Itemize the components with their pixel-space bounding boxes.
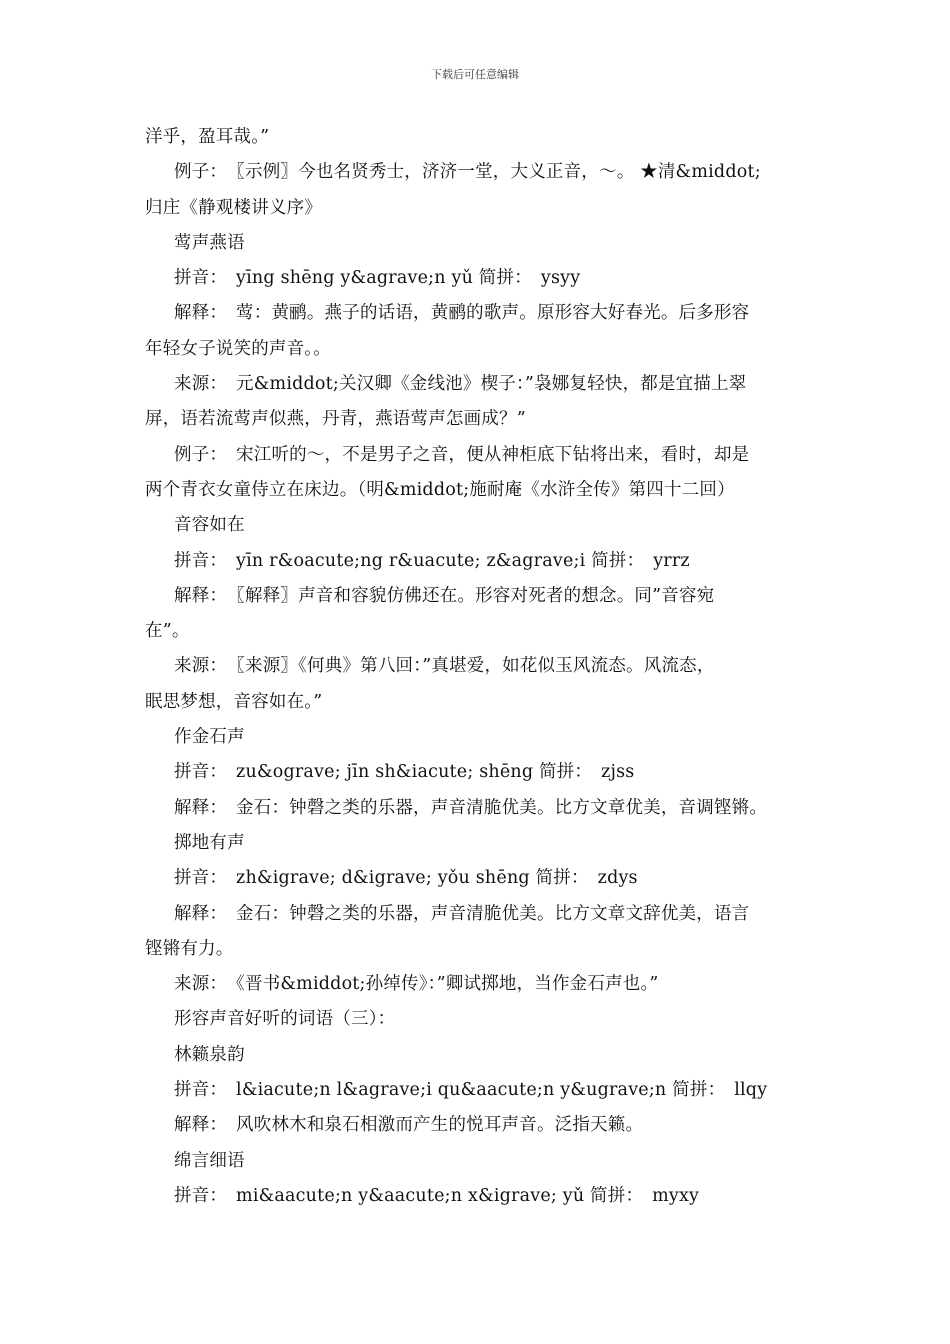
pinyin-line: 拼音： zh&igrave; d&igrave; yǒu shēng 简拼： zdys bbox=[174, 868, 638, 889]
entry-title: 掷地有声 bbox=[174, 832, 245, 853]
text-line: 来源： 元&middot;关汉卿《金线池》楔子：”袅娜复轻快，都是宜描上翠 bbox=[174, 374, 747, 395]
text-line: 归庄《静观楼讲义序》 bbox=[145, 197, 322, 218]
entry-title: 莺声燕语 bbox=[174, 232, 245, 253]
page-header: 下载后可任意编辑 bbox=[431, 68, 519, 81]
pinyin-line: 拼音： l&iacute;n l&agrave;i qu&aacute;n y&ugrave;n 简拼： llqy bbox=[174, 1080, 768, 1101]
text-line: 两个青衣女童侍立在床边。（明&middot;施耐庵《水浒全传》第四十二回） bbox=[145, 479, 735, 500]
text-line: 铿锵有力。 bbox=[145, 938, 234, 959]
text-line: 例子： 〖示例〗今也名贤秀士，济济一堂，大义正音，～。 ★清&middot; bbox=[174, 162, 761, 183]
pinyin-line: 拼音： yīng shēng y&agrave;n yǔ 简拼： ysyy bbox=[174, 268, 581, 289]
text-line: 解释： 〖解释〗声音和容貌仿佛还在。形容对死者的想念。同”音容宛 bbox=[174, 585, 715, 606]
text-line: 年轻女子说笑的声音。。 bbox=[145, 338, 331, 359]
entry-title: 作金石声 bbox=[174, 727, 245, 748]
text-line: 眠思梦想，音容如在。” bbox=[145, 691, 323, 712]
text-line: 例子： 宋江听的～，不是男子之音，便从神柜底下钻将出来，看时，却是 bbox=[174, 444, 750, 465]
text-line: 洋乎，盈耳哉。” bbox=[145, 127, 270, 147]
text-line: 解释： 莺：黄鹂。燕子的话语，黄鹂的歌声。原形容大好春光。后多形容 bbox=[174, 303, 750, 324]
text-line: 屏，语若流莺声似燕，丹青，燕语莺声怎画成？” bbox=[145, 409, 526, 430]
text-line: 来源： 〖来源〗《何典》第八回：”真堪爱，如花似玉风流态。风流态， bbox=[174, 656, 715, 677]
pinyin-line: 拼音： zu&ograve; jīn sh&iacute; shēng 简拼： zjss bbox=[174, 762, 635, 783]
entry-title: 绵言细语 bbox=[174, 1150, 245, 1171]
text-line: 解释： 风吹林木和泉石相激而产生的悦耳声音。泛指天籁。 bbox=[174, 1115, 644, 1136]
text-line: 在”。 bbox=[145, 621, 190, 642]
pinyin-line: 拼音： yīn r&oacute;ng r&uacute; z&agrave;i 简拼： yrrz bbox=[174, 550, 690, 571]
document-body bbox=[145, 120, 810, 1214]
text-line: 解释： 金石：钟磬之类的乐器，声音清脆优美。比方文章优美，音调铿锵。 bbox=[174, 797, 768, 818]
text-line: 来源： 《晋书&middot;孙绰传》：”卿试掷地，当作金石声也。” bbox=[174, 974, 659, 995]
section-heading: 形容声音好听的词语（三）： bbox=[174, 1009, 396, 1030]
entry-title: 音容如在 bbox=[174, 515, 245, 536]
entry-title: 林籁泉韵 bbox=[174, 1044, 245, 1065]
text-line: 解释： 金石：钟磬之类的乐器，声音清脆优美。比方文章文辞优美，语言 bbox=[174, 903, 750, 924]
pinyin-line: 拼音： mi&aacute;n y&aacute;n x&igrave; yǔ 简拼： myxy bbox=[174, 1185, 700, 1206]
